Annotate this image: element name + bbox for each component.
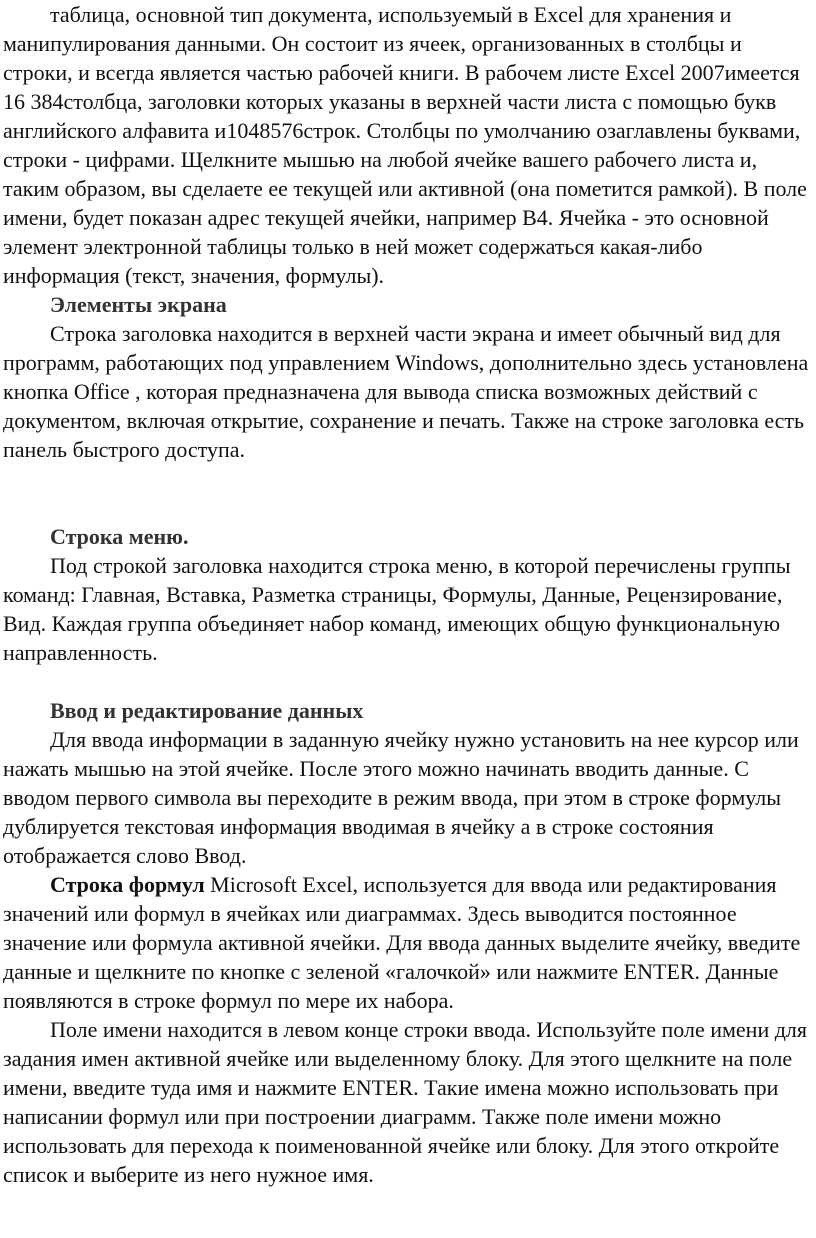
paragraph-formula-bar: [0, 870, 816, 1015]
heading-data-input: Ввод и редактирование данных: [50, 698, 364, 723]
paragraph-menu-bar: Под строкой заголовка находится строка меню, в которой перечислены группы команд: Главная, Вставка, Разметка страницы, Формулы, Данные, Рецензирование, Вид. Каждая группа объединяет набор команд, имеющих общую функциональную направленность.: [3, 553, 791, 665]
paragraph-data-input: Для ввода информации в заданную ячейку нужно установить на нее курсор или нажать мышью на этой ячейке. После этого можно начинать вводить данные. С вводом первого символа вы переходите в режим ввода, при этом в строке формулы дублируется текстовая информация вводимая в ячейку а в строке состояния отображается слово Ввод.: [3, 727, 799, 868]
heading-screen-elements: Элементы экрана: [50, 292, 227, 317]
heading-menu-bar: Строка меню.: [50, 524, 189, 549]
formula-bar-text: Microsoft Excel, используется для ввода или редактирования значений или формул в ячейках или диаграммах. Здесь выводится постоянное значение или формула активной ячейки. Для ввода данных выделите ячейку, введите данные и щелкните по кнопке с зеленой «галочкой» или нажмите ENTER. Данные появляются в строке формул по мере их набора.: [3, 872, 801, 1013]
paragraph-name-box: Поле имени находится в левом конце строки ввода. Используйте поле имени для задания имен активной ячейке или выделенному блоку. Для этого щелкните на поле имени, введите туда имя и нажмите ENTER. Такие имена можно использовать при написании формул или при построении диаграмм. Также поле имени можно использовать для перехода к поименованной ячейке или блоку. Для этого откройте список и выберите из него нужное имя.: [3, 1017, 808, 1187]
spacer: [0, 667, 816, 696]
spacer: [0, 464, 816, 522]
formula-bar-term: Строка формул: [50, 872, 205, 897]
paragraph-title-bar: Строка заголовка находится в верхней части экрана и имеет обычный вид для программ, работающих под управлением Windows, дополнительно здесь установлена кнопка Office , которая предназначена для вывода списка возможных действий с документом, включая открытие, сохранение и печать. Также на строке заголовка есть панель быстрого доступа.: [3, 321, 809, 462]
paragraph-intro: таблица, основной тип документа, используемый в Excel для хранения и манипулирования данными. Он состоит из ячеек, организованных в столбцы и строки, и всегда является частью рабочей книги. В рабочем листе Excel 2007имеется 16 384столбца, заголовки которых указаны в верхней части листа с помощью букв английского алфавита и1048576строк. Столбцы по умолчанию озаглавлены буквами, строки - цифрами. Щелкните мышью на любой ячейке вашего рабочего листа и, таким образом, вы сделаете ее текущей или активной (она пометится рамкой). В поле имени, будет показан адрес текущей ячейки, например В4. Ячейка - это основной элемент электронной таблицы только в ней может содержаться какая-либо информация (текст, значения, формулы).: [3, 2, 807, 288]
